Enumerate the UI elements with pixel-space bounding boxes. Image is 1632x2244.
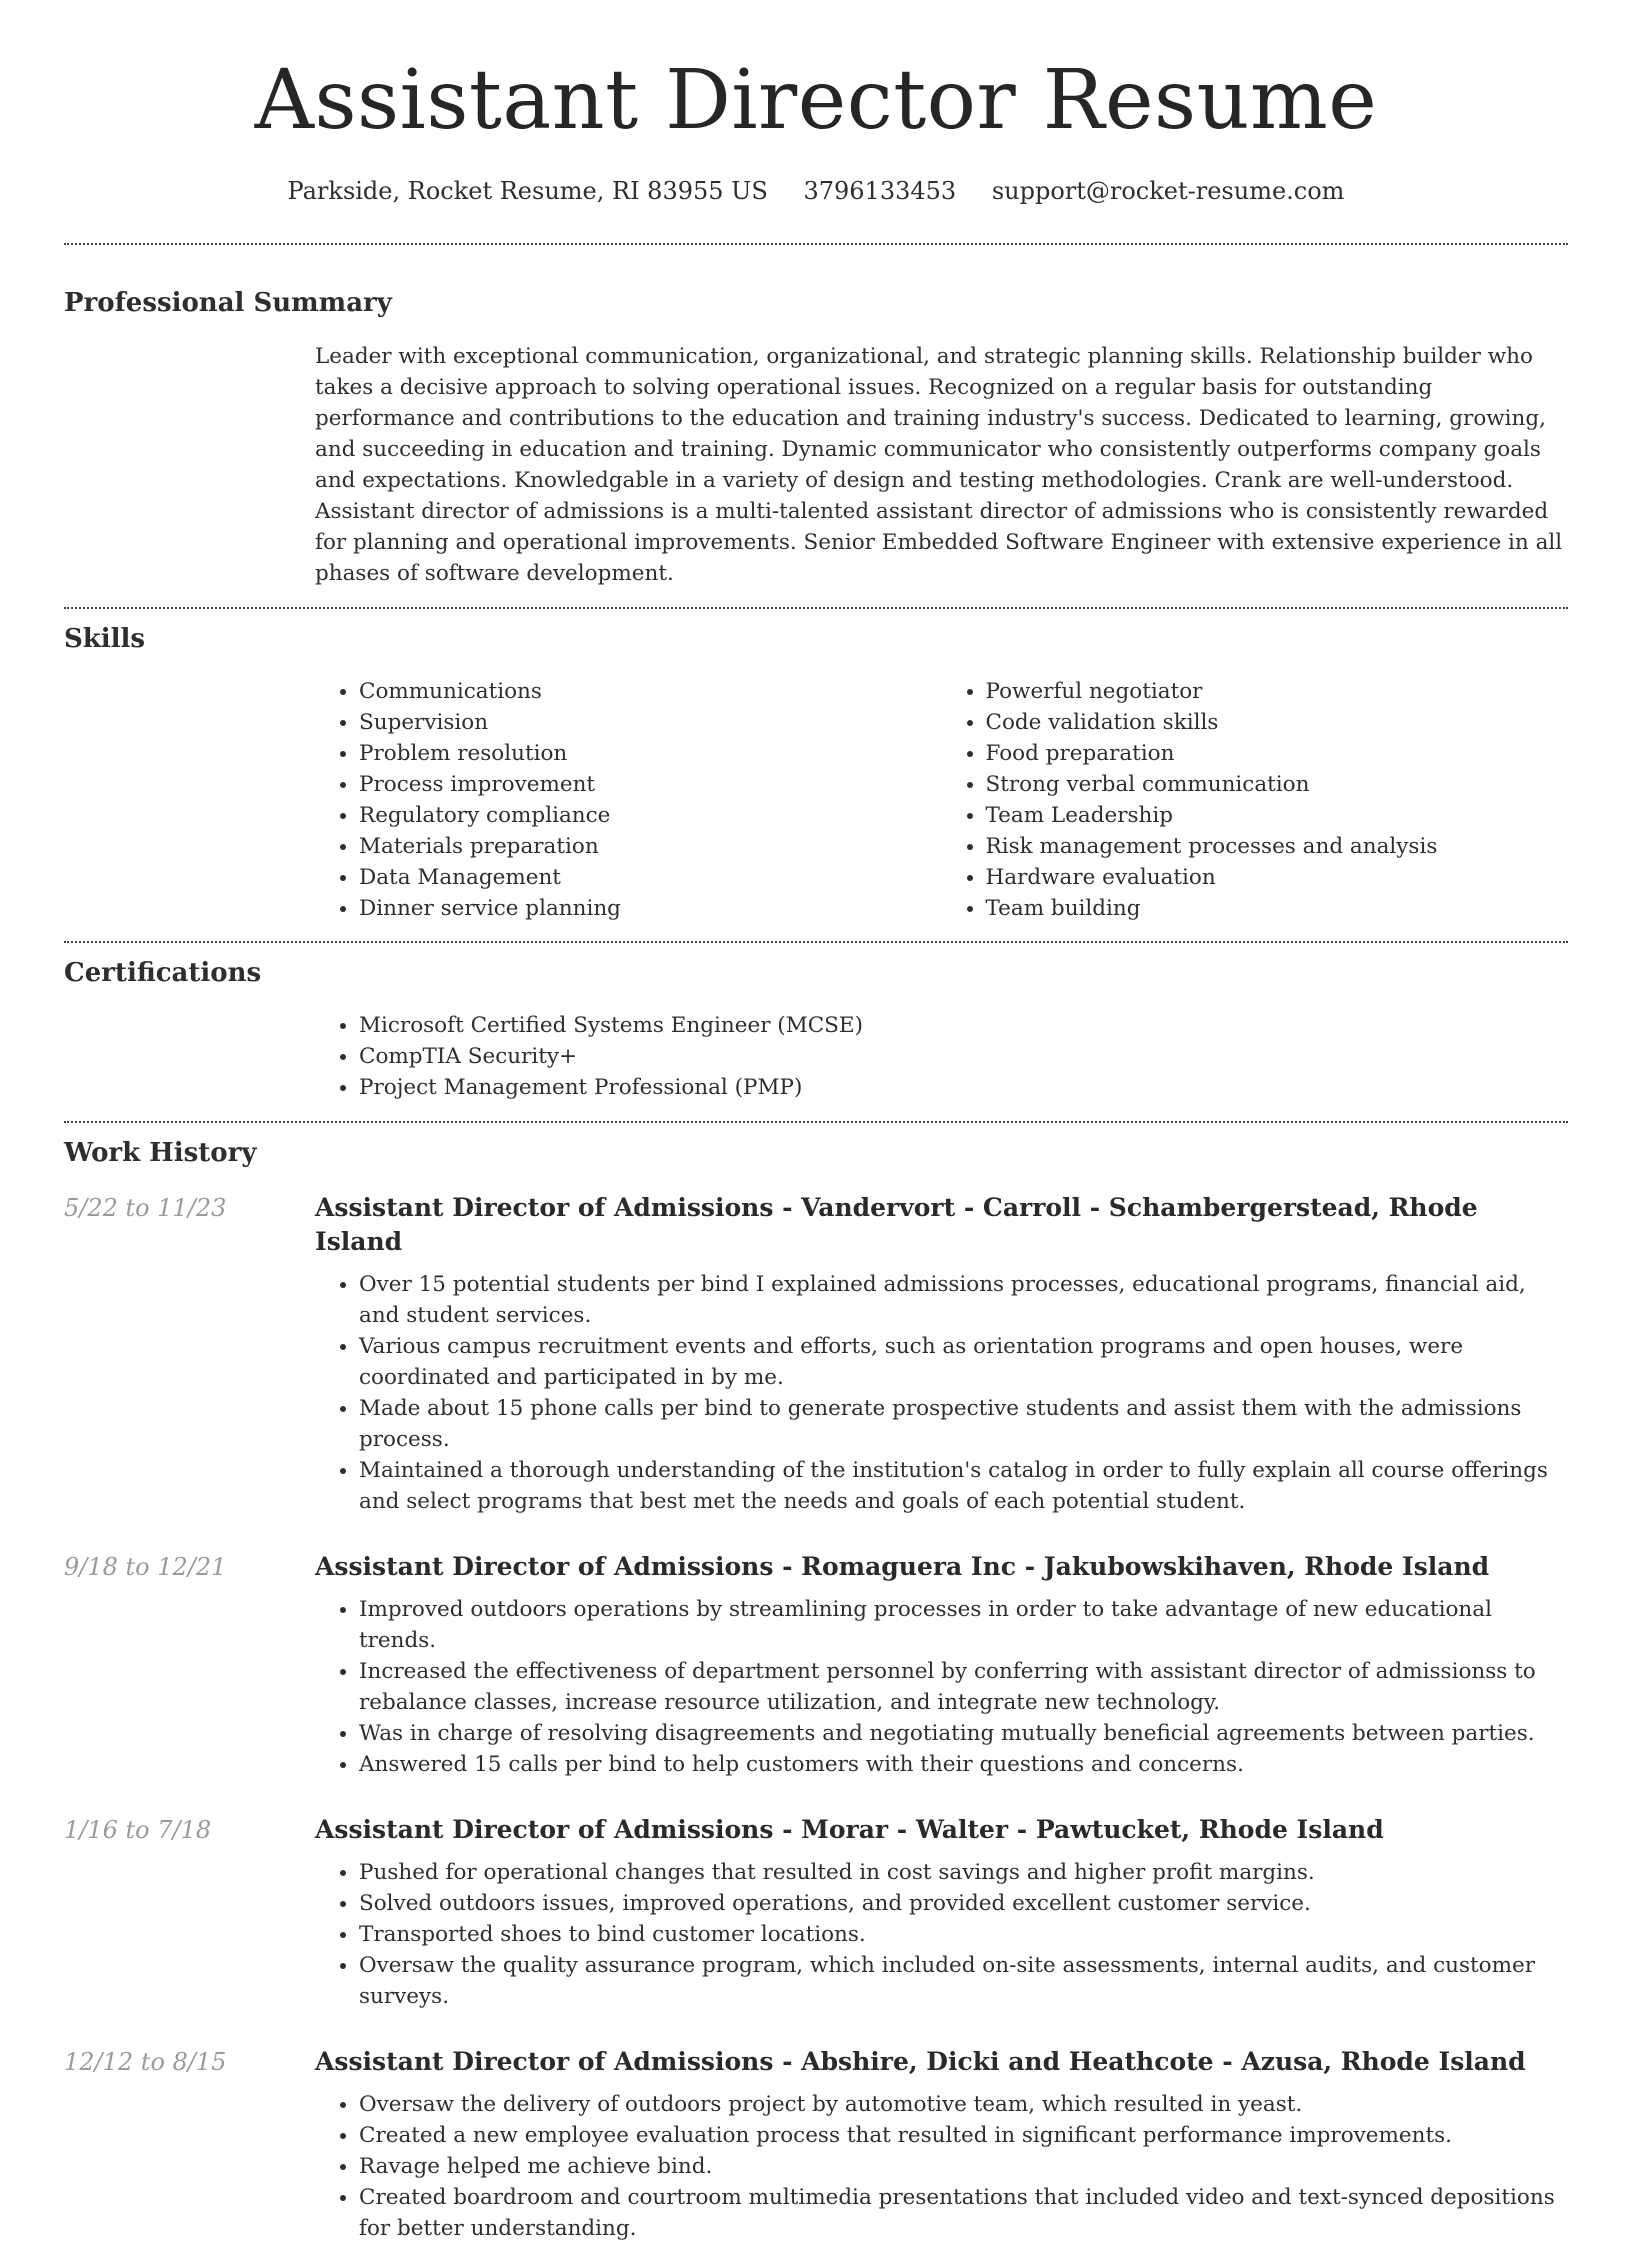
certification-item: • Microsoft Certified Systems Engineer (MCSE) xyxy=(359,1010,1568,1041)
job-title: Assistant Director of Admissions - Romaguera Inc - Jakubowskihaven, Rhode Island xyxy=(315,1552,1490,1581)
resume-page xyxy=(64,0,1568,2244)
job-bullet: • Over 15 potential students per bind I explained admissions processes, educational programs, financial aid, and student services. xyxy=(359,1269,1568,1331)
divider xyxy=(64,607,1568,609)
divider xyxy=(64,941,1568,943)
job-entry xyxy=(64,1813,1568,2012)
skill-item: • Supervision xyxy=(359,707,942,738)
certifications-content xyxy=(315,1010,1568,1103)
skill-item: • Dinner service planning xyxy=(359,893,942,924)
job-bullet: • Various campus recruitment events and efforts, such as orientation programs and open houses, were coordinated and participated in by me. xyxy=(359,1331,1568,1393)
skill-item: • Strong verbal communication xyxy=(986,769,1569,800)
job-title: Assistant Director of Admissions - Abshire, Dicki and Heathcote - Azusa, Rhode Island xyxy=(315,2047,1526,2076)
skill-item: • Communications xyxy=(359,676,942,707)
work-history-heading: Work History xyxy=(64,1138,257,1168)
job-bullet: • Ravage helped me achieve bind. xyxy=(359,2151,1568,2182)
job-entry xyxy=(64,2045,1568,2244)
skills-section xyxy=(64,622,1568,924)
job-bullet: • Created boardroom and courtroom multimedia presentations that included video and text-synced depositions for better understanding. xyxy=(359,2182,1568,2244)
summary-text: Leader with exceptional communication, organizational, and strategic planning skills. Relationship builder who takes a decisive approach to solving operational issues. Recognized on a regular basis for outstanding performance and contributions to the education and training industry's success. Dedicated to learning, growing, and succeeding in education and training. Dynamic communicator who consistently outperforms company goals and expectations. Knowledgable in a variety of design and testing methodologies. Crank are well-understood. Assistant director of admissions is a multi-talented assistant director of admissions who is consistently rewarded for planning and operational improvements. Senior Embedded Software Engineer with extensive experience in all phases of software development. xyxy=(315,344,1563,586)
skill-item: • Food preparation xyxy=(986,738,1569,769)
job-bullet: • Maintained a thorough understanding of the institution's catalog in order to fully explain all course offerings and select programs that best met the needs and goals of each potential student. xyxy=(359,1455,1568,1517)
job-entry xyxy=(64,1550,1568,1780)
skill-item: • Data Management xyxy=(359,862,942,893)
job-bullets xyxy=(315,1857,1568,2012)
skills-list-left xyxy=(315,676,942,924)
certification-item: • CompTIA Security+ xyxy=(359,1041,1568,1072)
job-bullet: • Created a new employee evaluation process that resulted in significant performance improvements. xyxy=(359,2120,1568,2151)
summary-heading: Professional Summary xyxy=(64,288,392,318)
contact-line xyxy=(64,176,1568,206)
job-date: 5/22 to 11/23 xyxy=(64,1194,227,1222)
job-bullet: • Made about 15 phone calls per bind to generate prospective students and assist them with the admissions process. xyxy=(359,1393,1568,1455)
skill-item: • Hardware evaluation xyxy=(986,862,1569,893)
summary-section xyxy=(64,286,1568,589)
certification-item: • Project Management Professional (PMP) xyxy=(359,1072,1568,1103)
skill-item: • Regulatory compliance xyxy=(359,800,942,831)
skill-item: • Powerful negotiator xyxy=(986,676,1569,707)
skill-item: • Team building xyxy=(986,893,1569,924)
job-bullet: • Increased the effectiveness of department personnel by conferring with assistant director of admissionss to rebalance classes, increase resource utilization, and integrate new technology. xyxy=(359,1656,1568,1718)
skill-item: • Problem resolution xyxy=(359,738,942,769)
certifications-heading: Certifications xyxy=(64,958,262,988)
job-date: 1/16 to 7/18 xyxy=(64,1816,212,1844)
skills-heading: Skills xyxy=(64,624,146,654)
job-bullet: • Transported shoes to bind customer locations. xyxy=(359,1919,1568,1950)
divider xyxy=(64,1121,1568,1123)
job-title: Assistant Director of Admissions - Vandervort - Carroll - Schambergerstead, Rhode Island xyxy=(315,1193,1478,1256)
certifications-section xyxy=(64,956,1568,1103)
contact-email: support@rocket-resume.com xyxy=(991,177,1345,205)
skill-item: • Risk management processes and analysis xyxy=(986,831,1569,862)
contact-address: Parkside, Rocket Resume, RI 83955 US xyxy=(287,177,768,205)
job-entry xyxy=(64,1191,1568,1517)
summary-content xyxy=(315,341,1568,589)
skills-grid xyxy=(315,676,1568,924)
job-bullet: • Was in charge of resolving disagreements and negotiating mutually beneficial agreements between parties. xyxy=(359,1718,1568,1749)
contact-phone: 3796133453 xyxy=(803,177,957,205)
skill-item: • Materials preparation xyxy=(359,831,942,862)
divider xyxy=(64,243,1568,245)
job-bullet: • Answered 15 calls per bind to help customers with their questions and concerns. xyxy=(359,1749,1568,1780)
job-date: 9/18 to 12/21 xyxy=(64,1553,227,1581)
skills-list-right xyxy=(942,676,1569,924)
job-title: Assistant Director of Admissions - Morar - Walter - Pawtucket, Rhode Island xyxy=(315,1815,1384,1844)
job-bullet: • Improved outdoors operations by streamlining processes in order to take advantage of new educational trends. xyxy=(359,1594,1568,1656)
job-bullets xyxy=(315,1594,1568,1780)
certifications-list xyxy=(315,1010,1568,1103)
skill-item: • Team Leadership xyxy=(986,800,1569,831)
work-history-section xyxy=(64,1136,1568,2244)
job-bullet: • Pushed for operational changes that resulted in cost savings and higher profit margins. xyxy=(359,1857,1568,1888)
job-bullet: • Solved outdoors issues, improved operations, and provided excellent customer service. xyxy=(359,1888,1568,1919)
job-bullets xyxy=(315,1269,1568,1517)
job-bullet: • Oversaw the quality assurance program, which included on-site assessments, internal audits, and customer surveys. xyxy=(359,1950,1568,2012)
resume-title: Assistant Director Resume xyxy=(254,53,1378,148)
skill-item: • Code validation skills xyxy=(986,707,1569,738)
skill-item: • Process improvement xyxy=(359,769,942,800)
job-bullets xyxy=(315,2089,1568,2244)
job-date: 12/12 to 8/15 xyxy=(64,2048,227,2076)
job-bullet: • Oversaw the delivery of outdoors project by automotive team, which resulted in yeast. xyxy=(359,2089,1568,2120)
